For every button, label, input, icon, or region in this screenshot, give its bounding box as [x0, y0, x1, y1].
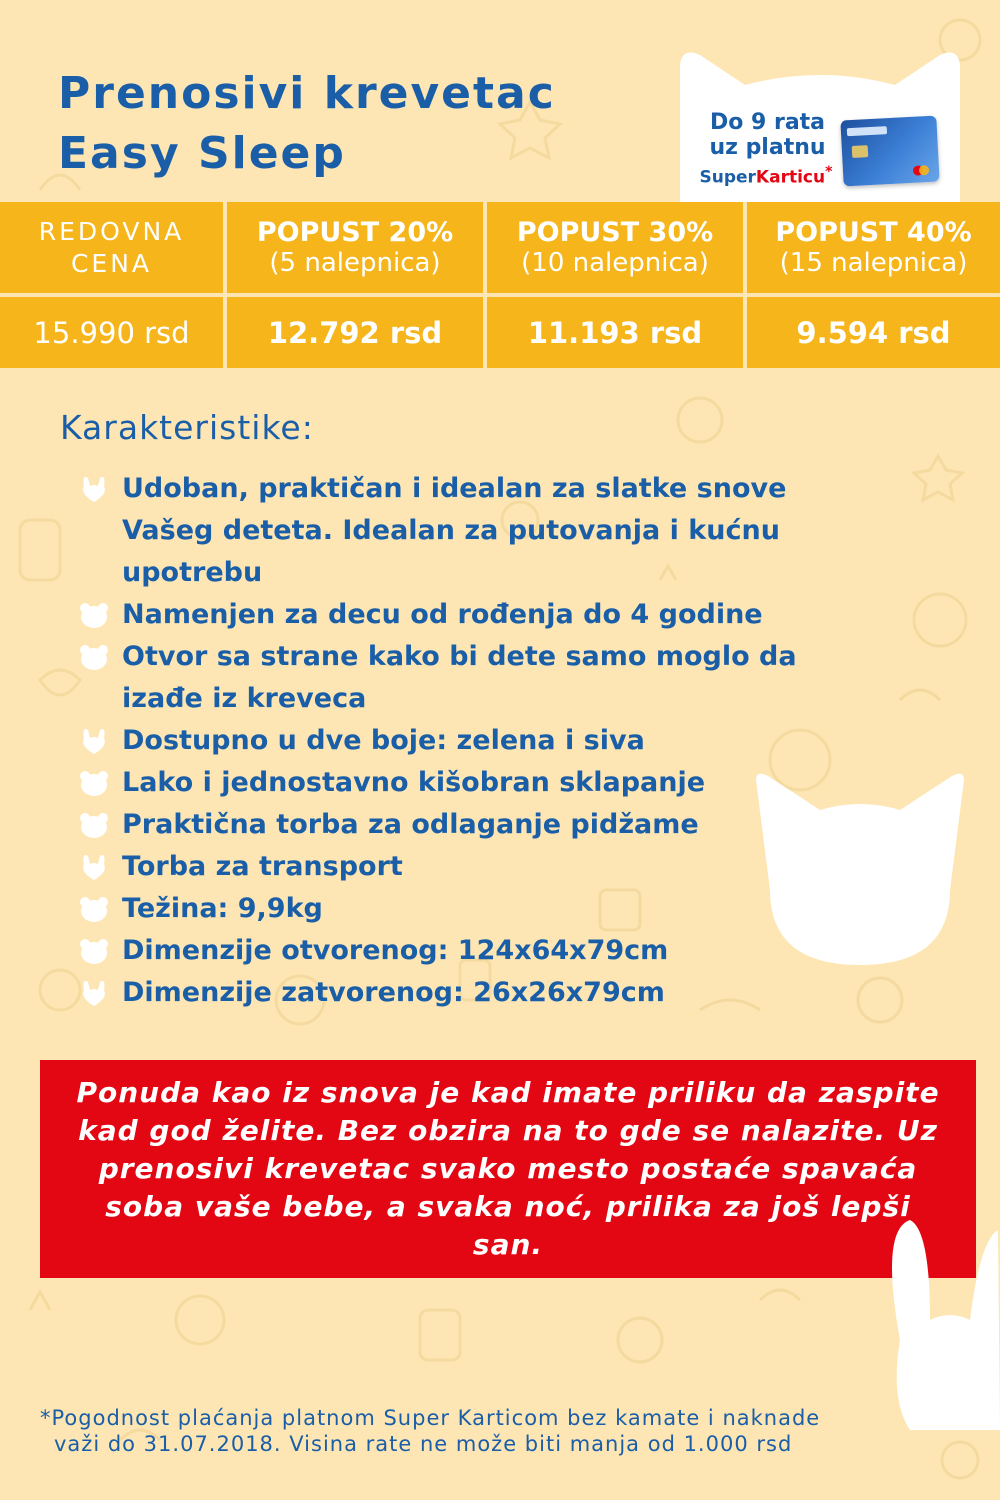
price-table	[0, 202, 1000, 368]
feature-item	[78, 468, 878, 594]
card-stripe	[847, 126, 887, 136]
feature-item	[78, 972, 878, 1014]
price-header-discount-40	[747, 202, 1000, 297]
footnote-line-1: *Pogodnost plaćanja platnom Super Karticom bez kamate i naknade	[40, 1406, 821, 1430]
bunny-silhouette-icon	[880, 1210, 1000, 1430]
feature-text: Dostupno u dve boje: zelena i siva	[122, 725, 645, 756]
price-discount-30: 11.193 rsd	[487, 297, 747, 368]
bear-bullet-icon	[78, 768, 110, 798]
feature-text: Dimenzije otvorenog: 124x64x79cm	[122, 935, 669, 966]
header-line-2: (10 nalepnica)	[521, 247, 709, 278]
price-header-regular	[0, 202, 227, 297]
bunny-bullet-icon	[78, 852, 110, 882]
header-line-1: REDOVNA	[38, 216, 185, 246]
footnote-line-2: važi do 31.07.2018. Visina rate ne može biti manja od 1.000 rsd	[54, 1432, 793, 1456]
card-chip	[852, 145, 869, 158]
feature-text: Namenjen za decu od rođenja do 4 godine	[122, 599, 763, 630]
price-discount-20: 12.792 rsd	[227, 297, 487, 368]
feature-item	[78, 594, 878, 636]
title-line-1: Prenosivi krevetac	[58, 68, 556, 119]
feature-item	[78, 636, 878, 720]
brand-part-2: Karticu	[755, 167, 826, 188]
bunny-bullet-icon	[78, 474, 110, 504]
features-heading: Karakteristike:	[60, 408, 314, 447]
header-line-2: CENA	[70, 248, 153, 278]
price-discount-40: 9.594 rsd	[796, 315, 951, 350]
brand-asterisk: *	[825, 164, 833, 180]
feature-text: Lako i jednostavno kišobran sklapanje	[122, 767, 706, 798]
feature-text: Težina: 9,9kg	[122, 893, 323, 924]
bear-bullet-icon	[78, 894, 110, 924]
promo-installments-text	[700, 110, 835, 160]
title-line-2: Easy Sleep	[58, 128, 346, 179]
offer-banner	[40, 1060, 976, 1278]
bear-bullet-icon	[78, 642, 110, 672]
price-header-discount-20	[227, 202, 487, 297]
header-line-1: POPUST 40%	[775, 216, 972, 248]
cat-silhouette-icon	[750, 770, 970, 970]
offer-text: Ponuda kao iz snova je kad imate priliku da zaspite kad god želite. Bez obzira na to gde se nalazite. Uz prenosivi krevetac svako mesto postaće spavaća soba vaše bebe, a svaka noć, prilika za još lepši san.	[76, 1076, 940, 1261]
page-title	[58, 64, 556, 184]
header-line-1: POPUST 20%	[256, 216, 454, 248]
bear-bullet-icon	[78, 810, 110, 840]
footnote	[40, 1405, 940, 1457]
price-regular: 15.990 rsd	[0, 297, 227, 368]
bear-bullet-icon	[78, 936, 110, 966]
promo-line-1: Do 9 rata	[709, 110, 826, 135]
feature-text: Udoban, praktičan i idealan za slatke snove Vašeg deteta. Idealan za putovanja i kućnu upotrebu	[122, 473, 787, 588]
card-network-logo	[911, 164, 932, 177]
header-line-2: (15 nalepnica)	[779, 247, 968, 278]
credit-card-icon	[840, 116, 939, 187]
feature-text: Dimenzije zatvorenog: 26x26x79cm	[122, 977, 665, 1008]
superkartica-logo	[696, 164, 836, 188]
bunny-bullet-icon	[78, 726, 110, 756]
feature-text: Torba za transport	[122, 851, 403, 882]
bear-bullet-icon	[78, 600, 110, 630]
feature-text: Otvor sa strane kako bi dete samo moglo da izađe iz kreveca	[122, 641, 797, 714]
price-header-discount-30	[487, 202, 747, 297]
header-line-2: (5 nalepnica)	[269, 247, 441, 278]
promo-line-2: uz platnu	[709, 135, 826, 160]
bunny-bullet-icon	[78, 978, 110, 1008]
brand-part-1: Super	[699, 167, 756, 188]
header-line-1: POPUST 30%	[516, 216, 714, 248]
feature-item	[78, 720, 878, 762]
feature-text: Praktična torba za odlaganje pidžame	[122, 809, 699, 840]
